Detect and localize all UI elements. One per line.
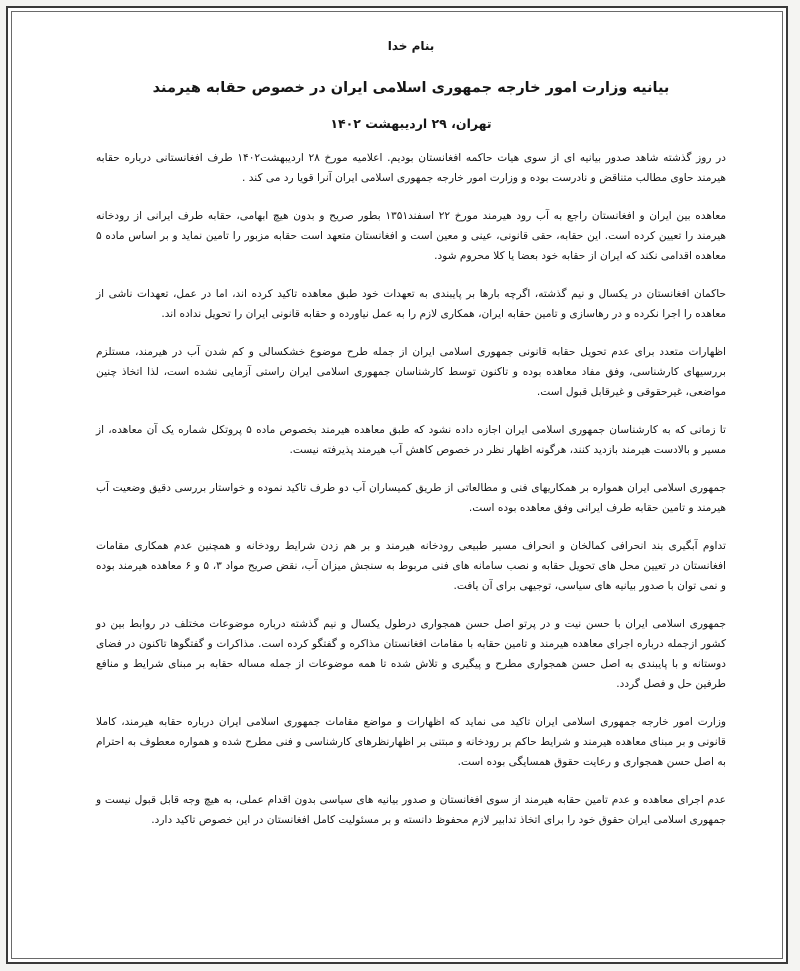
paragraph-5: تا زمانی که به کارشناسان جمهوری اسلامی ایران اجازه داده نشود که طبق معاهده هیرمند بخصوص ماده ۵ پروتکل شماره یک آن معاهده، از مسیر و بالادست هیرمند بازدید کنند، هرگونه اظهار نظر در خصوص کاهش آب هیرمند پذیرفته نیست. — [96, 424, 726, 456]
paragraph-6: جمهوری اسلامی ایران همواره بر همکاریهای فنی و مطالعاتی از طریق کمیساران آب دو طرف تاکید نموده و خواستار بررسی دقیق وضعیت آب هیرمند و تامین حقابه طرف ایرانی وفق معاهده بوده است. — [96, 482, 726, 514]
paragraph-7: تداوم آبگیری بند انحرافی کمالخان و انحراف مسیر طبیعی رودخانه هیرمند و بر هم زدن شرایط رودخانه و همچنین عدم همکاری مقامات افغانستان در تعیین محل های تحویل حقابه و نصب سامانه های فنی مربوط به سنجش میزان آب، نقض صریح مواد ۳، ۵ و ۶ معاهده هیرمند بوده و نمی توان با صدور بیانیه های سیاسی، توجیهی برای آن یافت. — [96, 540, 726, 592]
document-content — [96, 8, 726, 962]
paragraph-9: وزارت امور خارجه جمهوری اسلامی ایران تاکید می نماید که اظهارات و مواضع مقامات جمهوری اسلامی ایران درباره حقابه هیرمند، کاملا قانونی و بر مبنای معاهده هیرمند و شرایط حاکم بر رودخانه و مبتنی بر اظهارنظرهای کارشناسی و فنی مطرح شده و همواره معطوف به احترام به اصل حسن همجواری و رعایت حقوق همسایگی بوده است. — [96, 716, 726, 768]
paragraph-1: در روز گذشته شاهد صدور بیانیه ای از سوی هیات حاکمه افغانستان بودیم. اعلامیه مورخ ۲۸ اردیبهشت۱۴۰۲ طرف افغانستانی درباره حقابه هیرمند حاوی مطالب متناقض و نادرست بوده و وزارت امور خارجه جمهوری اسلامی ایران آنرا قویا رد می کند . — [96, 152, 726, 184]
dateline: تهران، ۲۹ اردیبهشت ۱۴۰۲ — [330, 116, 492, 131]
statement-body — [96, 148, 726, 848]
document-page — [6, 6, 788, 964]
paragraph-4: اظهارات متعدد برای عدم تحویل حقابه قانونی جمهوری اسلامی ایران از جمله طرح موضوع خشکسالی و کم شدن آب در هیرمند، مستلزم بررسیهای کارشناسی، وفق مفاد معاهده بوده و تاکنون توسط کارشناسان جمهوری اسلامی ایران راستی آزمایی نشده است، لذا اتخاذ چنین مواضعی، غیرحقوقی و غیرقابل قبول است. — [96, 346, 726, 398]
invocation-heading: بنام خدا — [387, 39, 435, 53]
paragraph-8: جمهوری اسلامی ایران با حسن نیت و در پرتو اصل حسن همجواری درطول یکسال و نیم گذشته درباره موضوعات مختلف در روابط بین دو کشور ازجمله درباره اجرای معاهده هیرمند و تامین حقابه با مقامات افغانستان مذاکره و گفتگو کرده است. مذاکرات و گفتگوها تاکنون در فضای دوستانه و با پایبندی به اصل حسن همجواری مطرح و پیگیری و تلاش شده تا همه موضوعات از جمله مساله حقابه بر مبنای شرایط و منافع طرفین حل و فصل گردد. — [96, 618, 726, 690]
paragraph-2: معاهده بین ایران و افغانستان راجع به آب رود هیرمند مورخ ۲۲ اسفند۱۳۵۱ بطور صریح و بدون هیچ ابهامی، حقابه طرف ایرانی از رودخانه هیرمند را تعیین کرده است. این حقابه، حقی قانونی، عینی و معین است و افغانستان متعهد است حقابه مزبور را تامین نماید و بر اساس ماده ۵ معاهده اقدامی نکند که ایران از حقابه خود بعضا یا کلا محروم شود. — [96, 210, 726, 262]
paragraph-10: عدم اجرای معاهده و عدم تامین حقابه هیرمند از سوی افغانستان و صدور بیانیه های سیاسی بدون اقدام عملی، به هیچ وجه قابل قبول نیست و جمهوری اسلامی ایران حقوق خود را برای اتخاذ تدابیر لازم محفوظ دانسته و بر مسئولیت کامل افغانستان در این خصوص تاکید دارد. — [96, 794, 726, 826]
paragraph-3: حاکمان افغانستان در یکسال و نیم گذشته، اگرچه بارها بر پایبندی به تعهدات خود طبق معاهده تاکید کرده اند، اما در عمل، تعهدات ناشی از معاهده را اجرا نکرده و در رهاسازی و تامین حقابه ایران، همکاری لازم را به عمل نیاورده و حقابه قانونی ایران را تحویل نداده اند. — [96, 288, 726, 320]
statement-title: بیانیه وزارت امور خارجه جمهوری اسلامی ایران در خصوص حقابه هیرمند — [152, 80, 670, 96]
